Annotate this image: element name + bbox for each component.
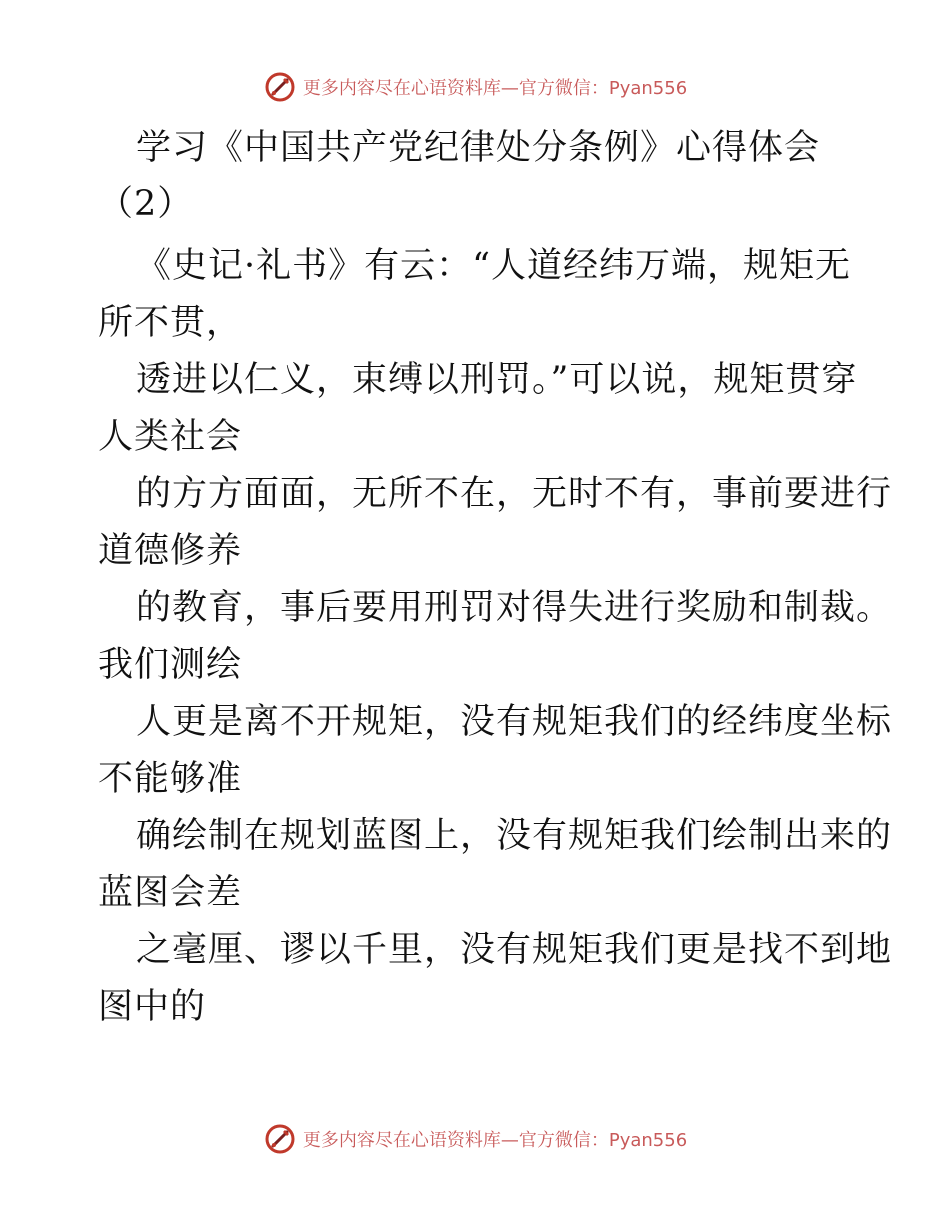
text-line: 人更是离不开规矩，没有规矩我们的经纬度坐标 xyxy=(136,702,893,742)
pen-logo-icon xyxy=(263,70,297,104)
text-line: 蓝图会差 xyxy=(98,873,243,913)
footer-banner xyxy=(0,1122,950,1156)
document-title-suffix: （2） xyxy=(98,184,194,224)
text-line: 的方方面面，无所不在，无时不有，事前要进行 xyxy=(136,474,893,514)
document-title: 学习《中国共产党纪律处分条例》心得体会 xyxy=(136,128,821,168)
text-line: 《史记·礼书》有云：“人道经纬万端，规矩无 xyxy=(136,246,852,286)
banner-text: 更多内容尽在心语资料库—官方微信：Pyan556 xyxy=(302,1130,688,1151)
text-line: 我们测绘 xyxy=(98,645,243,685)
text-line: 图中的 xyxy=(98,987,207,1027)
text-line: 透进以仁义，束缚以刑罚。”可以说，规矩贯穿 xyxy=(136,360,858,400)
text-line: 之毫厘、谬以千里，没有规矩我们更是找不到地 xyxy=(136,930,893,970)
text-line: 的教育，事后要用刑罚对得失进行奖励和制裁。 xyxy=(136,588,893,628)
document-body xyxy=(98,120,893,1036)
text-line: 道德修养 xyxy=(98,531,243,571)
pen-logo-icon xyxy=(263,1122,297,1156)
header-banner xyxy=(0,70,950,104)
text-line: 人类社会 xyxy=(98,417,243,457)
paragraph xyxy=(98,238,893,1036)
text-line: 确绘制在规划蓝图上，没有规矩我们绘制出来的 xyxy=(136,816,893,856)
text-line: 所不贯， xyxy=(98,303,243,343)
banner-text: 更多内容尽在心语资料库—官方微信：Pyan556 xyxy=(302,78,688,99)
text-line: 不能够准 xyxy=(98,759,243,799)
